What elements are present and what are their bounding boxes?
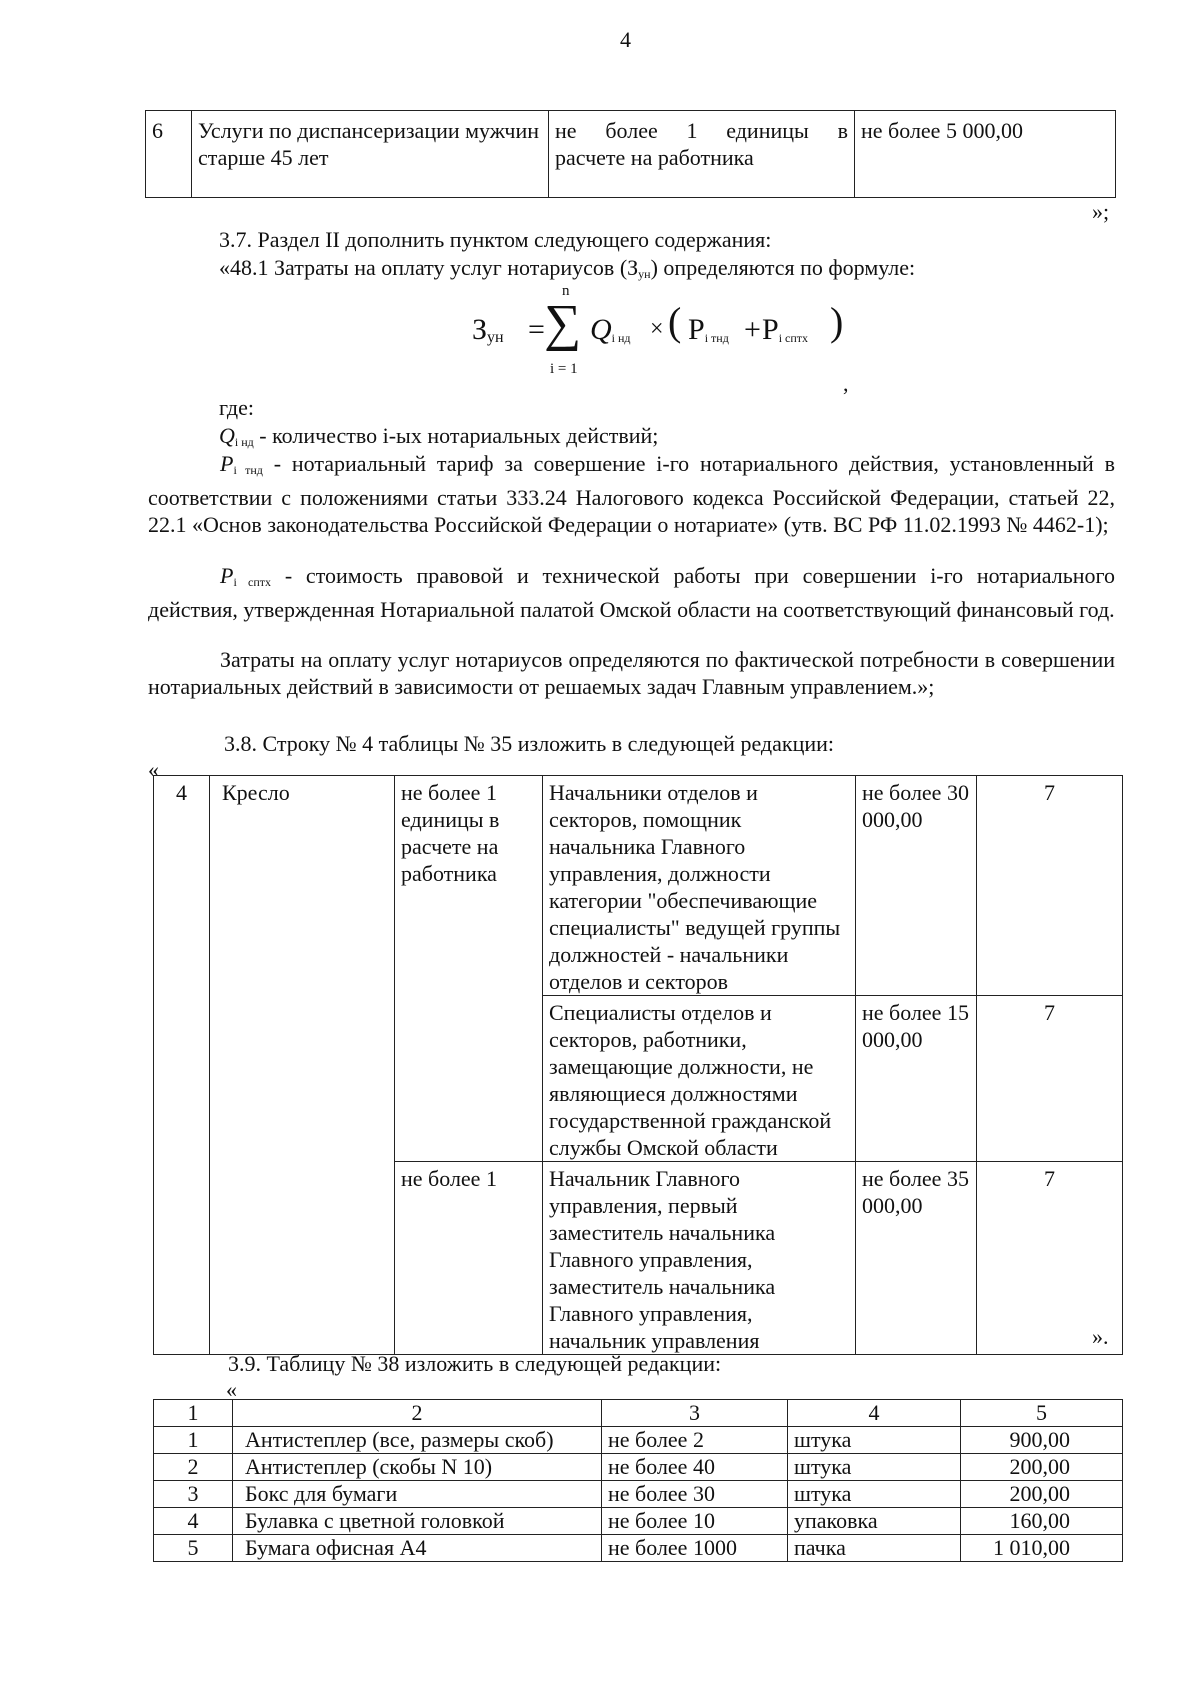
item-unit: пачка [788,1535,961,1562]
item-quantity: не более 30 [602,1481,788,1508]
subscript: i тнд [704,331,729,345]
symbol: Q [590,313,612,346]
row-number: 4 [154,776,210,1355]
table-header-row [154,1400,1123,1427]
row-number: 5 [154,1535,233,1562]
formula-lhs [472,313,504,351]
quantity-line-1 [555,117,848,144]
item-unit: упаковка [788,1508,961,1535]
subscript: i сптх [778,331,809,345]
paren-close-icon: ) [830,299,844,344]
item-quantity: не более 2 [602,1427,788,1454]
subscript: i сптх [233,575,272,589]
subscript: ун [487,329,504,346]
closing-quote: ». [1092,1324,1109,1349]
position-cell: Специалисты отделов и секторов, работники, замещающие должности, не являющиеся должностями государственной гражданской службы Омской области [543,996,856,1162]
item-name: Антистеплер (скобы N 10) [233,1454,602,1481]
closing-quote: »; [1092,199,1110,224]
formula-times: × [650,316,664,342]
definition-p-sptx [148,562,1115,623]
formula-p-tnd [688,313,729,352]
column-header: 4 [788,1400,961,1427]
item-quantity: не более 1 [395,1162,543,1355]
years-cell: 7 [977,996,1123,1162]
column-header: 1 [154,1400,233,1427]
table-row [154,1535,1123,1562]
symbol: P [220,451,234,476]
section-3-7-heading: 3.7. Раздел II дополнить пунктом следующего содержания: [219,227,772,252]
symbol: P [688,313,705,346]
item-name: Бокс для бумаги [233,1481,602,1508]
formula-comma: , [843,371,849,396]
price-cell: не более 30 000,00 [856,776,977,996]
word: единицы [726,118,809,143]
price-cell: не более 35 000,00 [856,1162,977,1355]
item-unit: штука [788,1481,961,1508]
symbol: З [472,313,488,346]
word: 1 [686,118,698,143]
text: «48.1 Затраты на оплату услуг нотариусов (З [219,255,639,280]
table-row [154,1508,1123,1535]
sigma-lower-limit: i = 1 [550,361,578,377]
text: - стоимость правовой и технической работы при совершении i-го нотариального действия, утвержденная Нотариальной палатой Омской области на соответствующий финансовый год. [148,563,1116,622]
text: - количество i-ых нотариальных действий; [253,423,659,448]
text: ) определяются по формуле: [650,255,916,280]
subscript: i тнд [233,463,263,477]
formula [472,278,852,378]
item-name: Бумага офисная А4 [233,1535,602,1562]
subscript: ун [638,267,651,281]
service-quantity [549,111,855,198]
text: - нотариальный тариф за совершение i-го нотариального действия, установленный в соответствии с положениями статьи 333.24 Налогового кодекса Российской Федерации, статьей 22, 22.1 «Основ законодательства Российской Федерации о нотариате» (утв. ВС РФ 11.02.1993 № 4462-1); [148,451,1115,537]
item-price: 200,00 [961,1481,1123,1508]
item-quantity: не более 1 единицы в расчете на работника [395,776,543,1162]
item-quantity: не более 1000 [602,1535,788,1562]
formula-q [590,313,631,352]
formula-equals: = [528,313,545,346]
position-cell: Начальники отделов и секторов, помощник начальника Главного управления, должности категории "обеспечивающие специалисты" ведущей группы должностей - начальники отделов и секторов [543,776,856,996]
opening-quote: « [148,757,159,782]
section-3-8-heading: 3.8. Строку № 4 таблицы № 35 изложить в следующей редакции: [224,731,835,756]
service-price: не более 5 000,00 [855,111,1116,198]
item-quantity: не более 10 [602,1508,788,1535]
table-medical-services [145,110,1116,198]
item-unit: штука [788,1427,961,1454]
service-name: Услуги по диспансеризации мужчин старше 45 лет [192,111,549,198]
column-header: 5 [961,1400,1123,1427]
page-number: 4 [620,27,631,52]
quantity-line-2: расчете на работника [555,145,754,170]
where-label: где: [219,395,254,420]
table-row [154,1481,1123,1508]
item-quantity: не более 40 [602,1454,788,1481]
row-number: 4 [154,1508,233,1535]
formula-p-sptx [762,313,809,352]
word: более [605,118,658,143]
item-price: 900,00 [961,1427,1123,1454]
costs-paragraph: Затраты на оплату услуг нотариусов определяются по фактической потребности в совершении нотариальных действий в зависимости от решаемых задач Главным управлением.»; [148,647,1115,699]
item-price: 160,00 [961,1508,1123,1535]
column-header: 2 [233,1400,602,1427]
formula-plus: + [744,313,761,346]
row-number: 3 [154,1481,233,1508]
word: не [555,118,577,143]
years-cell: 7 [977,776,1123,996]
paren-open-icon: ( [668,299,682,344]
item-name: Булавка с цветной головкой [233,1508,602,1535]
subscript: i нд [234,435,254,449]
sigma-upper-limit: n [562,283,570,299]
table-chairs [153,775,1123,1355]
definition-p-tnd [148,450,1115,538]
item-price: 1 010,00 [961,1535,1123,1562]
table-row [146,111,1116,198]
table-office-supplies [153,1399,1123,1562]
position-cell: Начальник Главного управления, первый заместитель начальника Главного управления, заместитель начальника Главного управления, начальник управления [543,1162,856,1355]
table-row [154,1454,1123,1481]
section-3-9-heading: 3.9. Таблицу № 38 изложить в следующей редакции: [228,1351,722,1376]
table-row [154,1427,1123,1454]
price-cell: не более 15 000,00 [856,996,977,1162]
row-number: 1 [154,1427,233,1454]
row-number: 2 [154,1454,233,1481]
column-header: 3 [602,1400,788,1427]
item-unit: штука [788,1454,961,1481]
symbol: P [762,313,779,346]
years-cell: 7 [977,1162,1123,1355]
item-name: Кресло [210,776,395,1355]
word: в [837,118,848,143]
sigma-icon: ∑ [544,295,582,352]
item-name: Антистеплер (все, размеры скоб) [233,1427,602,1454]
row-number: 6 [146,111,192,198]
subscript: i нд [611,331,631,345]
symbol: Q [219,423,235,448]
item-price: 200,00 [961,1454,1123,1481]
symbol: P [220,563,234,588]
table-row [154,776,1123,996]
opening-quote: « [226,1377,237,1402]
